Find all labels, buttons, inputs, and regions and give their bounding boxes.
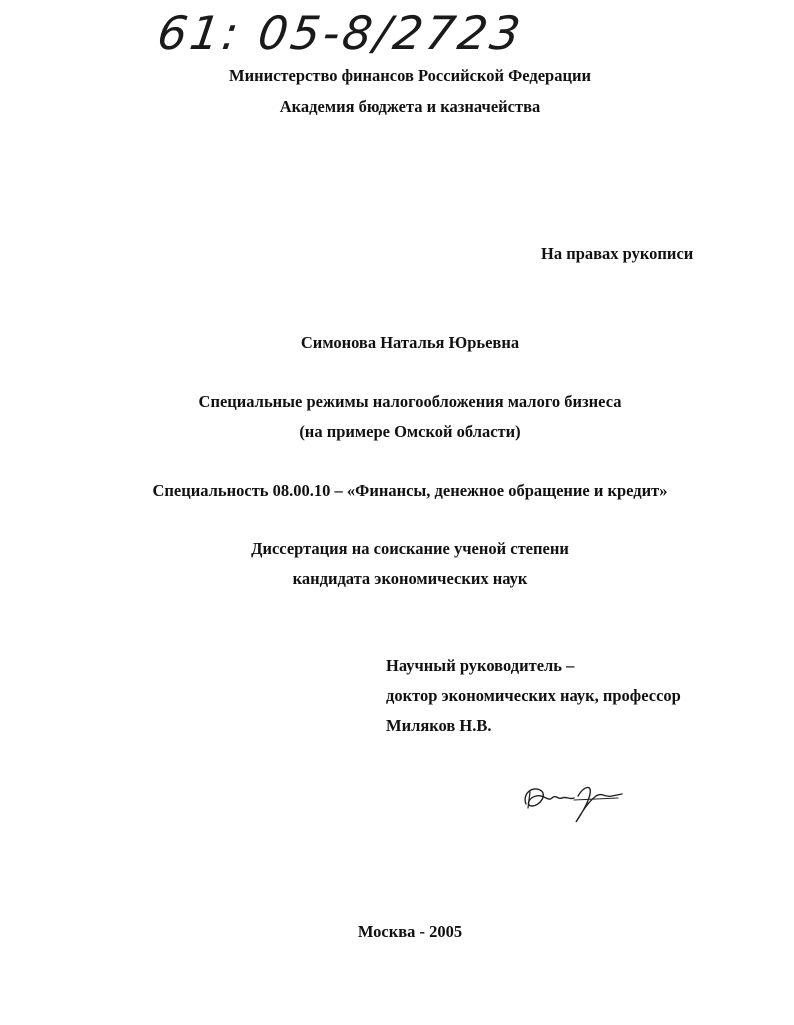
academy-name: Академия бюджета и казначейства [279, 97, 541, 116]
ministry-name: Министерство финансов Российской Федерации [229, 66, 591, 85]
supervisor-degree: доктор экономических наук, профессор [386, 686, 681, 705]
manuscript-note: На правах рукописи [541, 244, 694, 263]
supervisor-label: Научный руководитель – [386, 656, 575, 675]
thesis-title-line-2: (на примере Омской области) [299, 422, 521, 441]
dissertation-line-1: Диссертация на соискание ученой степени [251, 539, 569, 558]
supervisor-signature [518, 776, 628, 826]
specialty: Специальность 08.00.10 – «Финансы, денежное обращение и кредит» [152, 481, 668, 500]
thesis-title-line-1: Специальные режимы налогообложения малого бизнеса [198, 392, 622, 411]
archive-code: 61: 05-8/2723 [154, 6, 527, 60]
dissertation-line-2: кандидата экономических наук [292, 569, 528, 588]
supervisor-name: Миляков Н.В. [386, 716, 492, 735]
author-name: Симонова Наталья Юрьевна [300, 333, 520, 352]
city-year: Москва - 2005 [357, 922, 463, 941]
